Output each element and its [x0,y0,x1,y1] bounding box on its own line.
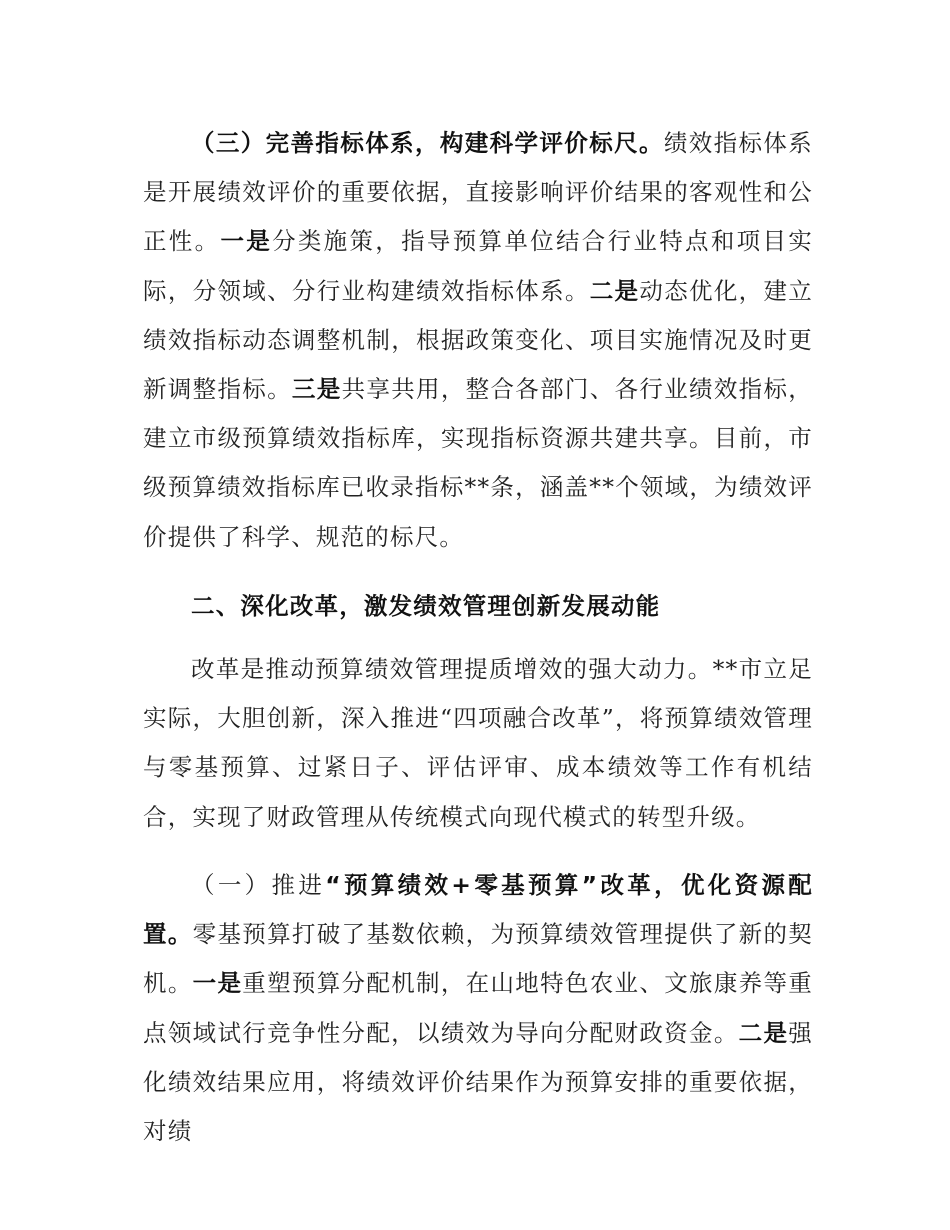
keyword-second: 二是 [738,1018,789,1047]
paragraph-indicator-system [143,119,813,562]
paragraph-zero-based-budget [143,861,813,1156]
paragraph-lead: （三）完善指标体系，构建科学评价标尺。 [191,129,664,157]
keyword-third: 三是 [291,375,342,404]
paragraph-prefix: （一）推进 [191,871,326,899]
paragraph-text: 重塑预算分配机制，在山地特色农业、文旅康养等重点领域试行竞争性分配，以绩效为导向分配财政资金。 [143,969,813,1047]
paragraph-text: 零基预算打破了基数依赖，为预算绩效管理提供了新的契机。 [143,920,813,998]
keyword-first: 一是 [192,969,243,998]
paragraph-reform-intro [143,645,813,842]
paragraph-text: 改革是推动预算绩效管理提质增效的强大动力。**市立足实际，大胆创新，深入推进“四项融合改革”，将预算绩效管理与零基预算、过紧日子、评估评审、成本绩效等工作有机结合，实现了财政管理从传统模式向现代模式的转型升级。 [143,655,813,831]
keyword-second: 二是 [589,276,640,305]
paragraph-text: 共享共用，整合各部门、各行业绩效指标，建立市级预算绩效指标库，实现指标资源共建共享。目前，市级预算绩效指标库已收录指标**条，涵盖**个领域，为绩效评价提供了科学、规范的标尺。 [143,375,813,551]
paragraph-text: 动态优化，建立绩效指标动态调整机制，根据政策变化、项目实施情况及时更新调整指标。 [143,276,813,404]
paragraph-lead: “预算绩效+零基预算”改革，优化资源配置。 [143,871,814,949]
paragraph-text: 绩效指标体系是开展绩效评价的重要依据，直接影响评价结果的客观性和公正性。 [143,129,813,256]
paragraph-text: 强化绩效结果应用，将绩效评价结果作为预算安排的重要依据，对绩 [143,1018,813,1146]
keyword-first: 一是 [220,227,273,256]
section-heading: 二、深化改革，激发绩效管理创新发展动能 [191,592,661,620]
paragraph-text: 分类施策，指导预算单位结合行业特点和项目实际，分领域、分行业构建绩效指标体系。 [143,227,813,305]
